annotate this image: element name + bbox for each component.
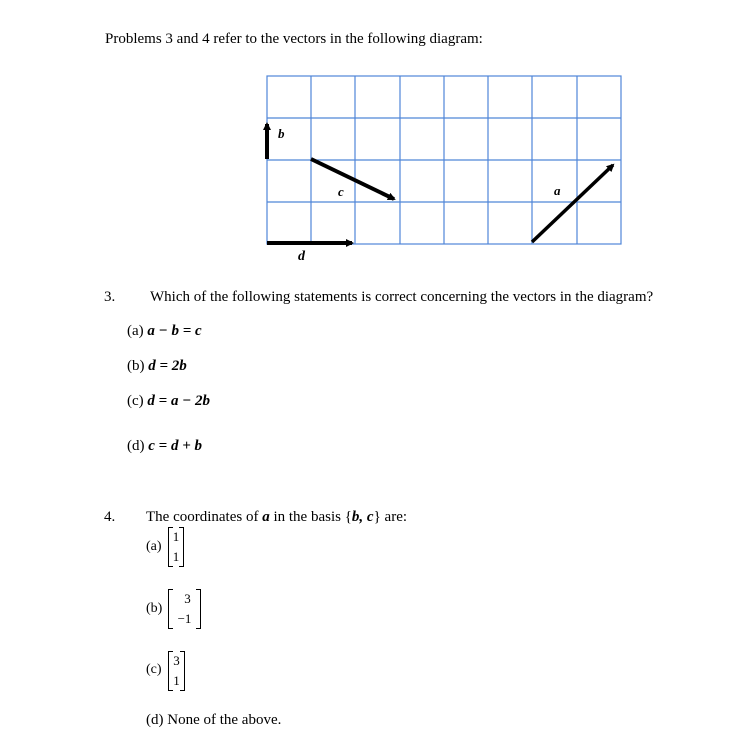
q3-option-c-label: (c) [127,393,144,409]
q3-option-c[interactable] [127,393,210,410]
q3-option-d-expr: c = d + b [148,438,203,454]
q3-option-b-label: (b) [127,358,145,374]
q3-option-a[interactable] [127,323,202,340]
q4-text-mid: in the basis { [269,509,352,525]
q3-number: 3. [104,289,116,305]
q3-option-d-label: (d) [127,438,145,454]
label-c: c [338,184,344,199]
q4-option-c-label: (c) [146,662,162,677]
q3-option-a-expr: a − b = c [147,323,202,339]
q3-option-c-expr: d = a − 2b [147,393,211,409]
q4-option-d-label: (d) [146,712,164,728]
q3-option-a-label: (a) [127,323,144,339]
label-b: b [278,126,285,141]
q4-option-a-bottom: 1 [172,549,180,564]
q3-option-b-expr: d = 2b [148,358,187,374]
intro-text: Problems 3 and 4 refer to the vectors in the following diagram: [105,31,483,47]
q4-text-var: a [262,509,270,525]
vector-c [311,159,394,199]
q4-text-basis: b, c [351,509,374,525]
q4-option-c-bottom: 1 [173,673,180,688]
q4-text-before: The coordinates of [146,509,263,525]
q4-option-a-top: 1 [172,529,180,544]
q4-option-b-vector [168,589,201,629]
q4-option-c-vector [168,651,185,691]
q4-option-a-vector [168,527,184,567]
q3-option-b[interactable] [127,358,187,375]
q4-option-d-text: None of the above. [167,712,282,728]
q4-option-b-label: (b) [146,601,163,616]
q4-number: 4. [104,509,116,525]
q4-option-b-bottom: −1 [177,611,192,626]
q3-text: Which of the following statements is correct concerning the vectors in the diagram? [150,289,654,305]
q4-option-c-top: 3 [173,653,180,668]
q3-option-d[interactable] [127,438,202,455]
q4-text-after: } are: [373,509,408,525]
grid [267,76,621,244]
label-d: d [298,249,305,264]
q4-option-d[interactable] [146,712,281,729]
vector-diagram [255,70,635,270]
q4-option-a-label: (a) [146,539,162,554]
q4-text [146,509,407,526]
label-a: a [554,183,561,198]
vector-a [532,165,613,242]
q4-option-b-top: 3 [184,591,191,606]
